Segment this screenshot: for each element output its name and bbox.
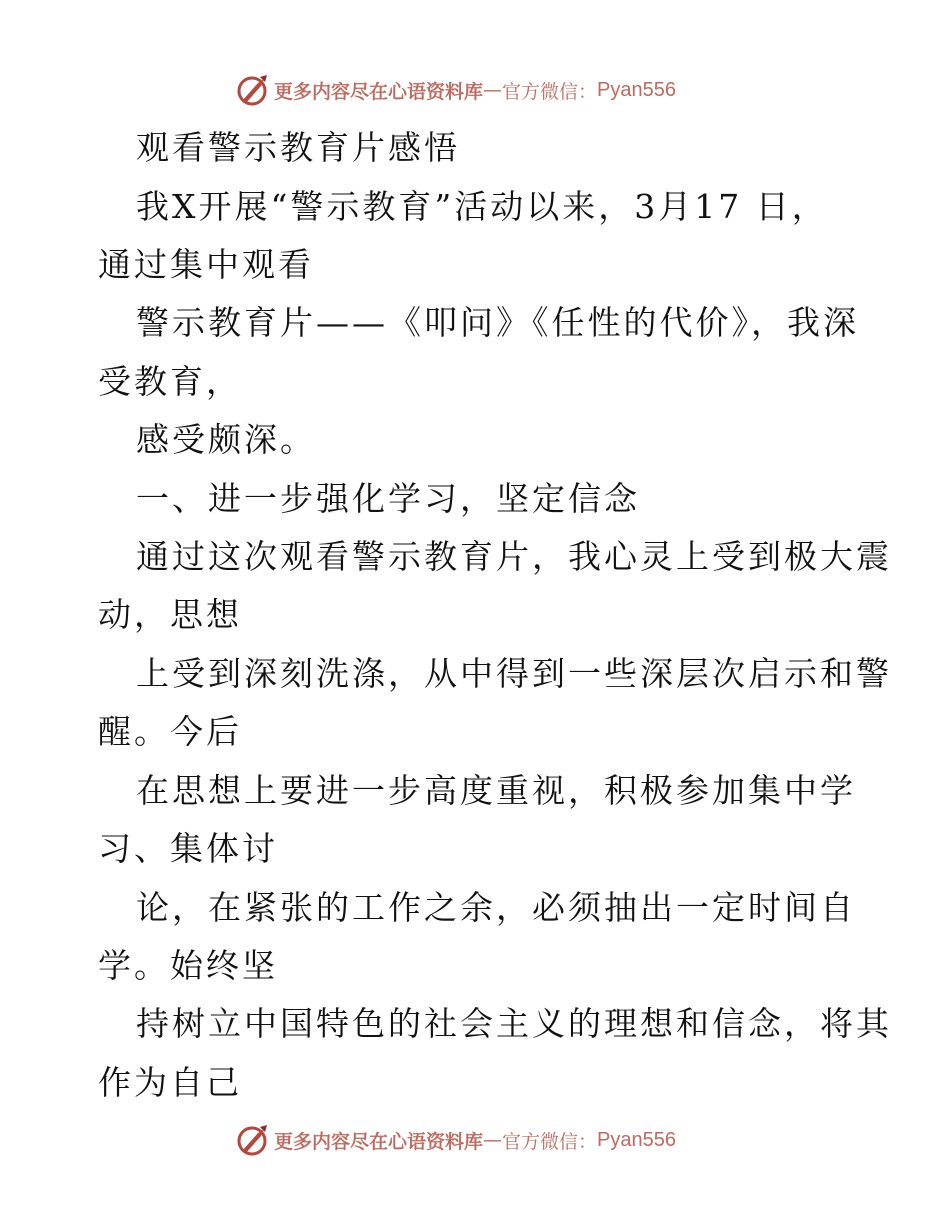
doc-line: 通过集中观看	[98, 245, 314, 284]
doc-line: 上受到深刻洗涤，从中得到一些深层次启示和警	[136, 654, 892, 693]
watermark-dash: —	[483, 79, 503, 101]
doc-line: 论，在紧张的工作之余，必须抽出一定时间自	[136, 888, 856, 927]
doc-line: 通过这次观看警示教育片，我心灵上受到极大震	[136, 537, 892, 576]
doc-line: 我X开展“警示教育”活动以来，3月17 日，	[136, 187, 828, 226]
pen-logo-icon	[236, 1123, 270, 1157]
watermark-id: Pyan556	[597, 78, 676, 101]
doc-line: 持树立中国特色的社会主义的理想和信念，将其	[136, 1004, 892, 1043]
pen-logo-icon	[236, 73, 270, 107]
watermark-id: Pyan556	[597, 1128, 676, 1151]
section-heading: 一、进一步强化学习，坚定信念	[136, 479, 640, 518]
doc-line: 受教育，	[98, 362, 242, 401]
doc-line: 感受颇深。	[136, 420, 316, 459]
watermark-footer	[236, 1121, 736, 1159]
watermark-label: 官方微信：	[502, 1130, 598, 1153]
doc-line: 动，思想	[98, 595, 242, 634]
doc-line: 作为自己	[98, 1063, 242, 1102]
doc-line: 在思想上要进一步高度重视，积极参加集中学	[136, 771, 856, 810]
doc-title: 观看警示教育片感悟	[136, 128, 460, 167]
watermark-header	[236, 71, 736, 109]
doc-line: 警示教育片——《叩问》《任性的代价》，我深	[136, 303, 859, 342]
watermark-text: 更多内容尽在心语资料库	[274, 80, 484, 103]
watermark-dash: —	[483, 1129, 503, 1151]
doc-line: 习、集体讨	[98, 829, 278, 868]
doc-line: 醒。今后	[98, 712, 242, 751]
watermark-label: 官方微信：	[502, 80, 598, 103]
watermark-text: 更多内容尽在心语资料库	[274, 1130, 484, 1153]
doc-line: 学。始终坚	[98, 946, 278, 985]
